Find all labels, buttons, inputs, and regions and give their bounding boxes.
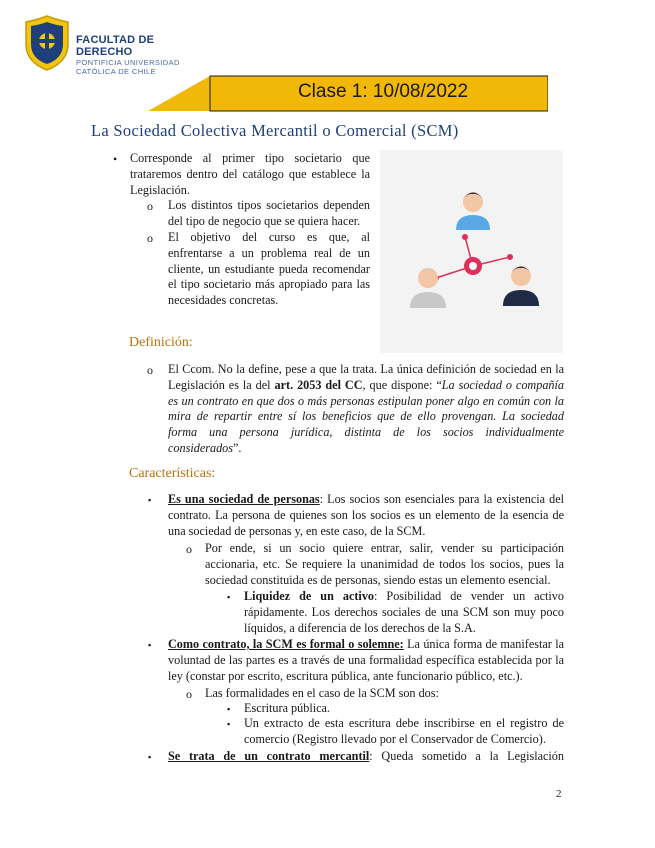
- c1-subsub-label: Liquidez de un activo: [244, 589, 375, 603]
- document-title: La Sociedad Colectiva Mercantil o Comercial (SCM): [91, 121, 459, 140]
- network-illustration: [380, 150, 563, 353]
- university-logo: [18, 12, 198, 74]
- c2-text: La única forma de manifestar la voluntad de las partes es a través de una formalidad específica establecida por la ley (constar por escrito, escritura pública, ante funcionario público, etc.).: [168, 637, 564, 683]
- c2-sub: Las formalidades en el caso de la SCM son dos:: [205, 686, 439, 700]
- caracteristica-2: [168, 637, 564, 684]
- bullet-o: o: [186, 542, 192, 556]
- bullet-o: o: [186, 687, 192, 701]
- class-label: Clase 1: 10/08/2022: [297, 81, 469, 102]
- bullet-square: ▪: [148, 495, 152, 505]
- c2-item1: Escritura pública.: [244, 701, 330, 715]
- bullet-square: ▪: [227, 704, 231, 714]
- org-line3: CATÓLICA DE CHILE: [76, 67, 157, 76]
- bullet-square: ▪: [148, 752, 152, 762]
- caracteristica-3: [168, 749, 564, 765]
- intro-sub2: El objetivo del curso es que, al enfrentarse a un problema real de un cliente, un estudiante pueda recomendar el tipo societario más apropiado para las necesidades concretas.: [168, 230, 370, 308]
- c1-subsub-text: : Posibilidad de vender un activo rápidamente. Los derechos sociales de una SCM son muy poco líquidos, a diferencia de los derechos de la S.A.: [244, 589, 564, 635]
- bullet-square: ▪: [227, 719, 231, 729]
- people-network-icon: [380, 150, 563, 353]
- bullet-dot: •: [113, 152, 118, 166]
- c3-text: : Queda sometido a la Legislación: [369, 749, 564, 763]
- c3-label: Se trata de un contrato mercantil: [168, 749, 370, 763]
- def-text-a: El Ccom. No la define, pese a que la trata. La única definición de sociedad en la Legislación es la del: [168, 362, 564, 392]
- bullet-o: o: [147, 363, 153, 377]
- university-seal-icon: [22, 14, 72, 72]
- c1-sub: Por ende, si un socio quiere entrar, salir, vender su participación accionaria, etc. Se requiere la unanimidad de todos los socios, pues la sociedad constituida es de personas, siendo estas un elemento esencial.: [205, 541, 564, 587]
- caracteristicas-heading: Características:: [129, 466, 216, 481]
- page-number: 2: [556, 788, 562, 800]
- intro-bullet: Corresponde al primer tipo societario que trataremos dentro del catálogo que establece la Legislación.: [130, 151, 370, 197]
- org-line2: PONTIFICIA UNIVERSIDAD: [76, 58, 180, 67]
- def-text-c: , que dispone: “: [362, 377, 442, 392]
- def-quote1: La sociedad o compañía es un contrato en que dos o más personas estipulan poner algo en común con la mira de repartir entre sí los beneficios que de ello provengan.: [168, 377, 564, 424]
- definicion-heading: Definición:: [129, 335, 193, 350]
- c1-label: Es una sociedad de personas: [168, 492, 320, 506]
- bullet-o: o: [147, 199, 153, 213]
- caracteristica-1: [168, 492, 564, 539]
- bullet-square: ▪: [148, 640, 152, 650]
- c1-subsub: [244, 589, 564, 636]
- bullet-square: ▪: [227, 592, 231, 602]
- def-article: art. 2053 del CC: [274, 377, 363, 392]
- c2-item2: Un extracto de esta escritura debe inscribirse en el registro de comercio (Registro llevado por el Conservador de Comercio).: [244, 716, 564, 746]
- def-quote2: La sociedad forma una persona jurídica, distinta de los socios individualmente considerados: [168, 409, 564, 455]
- definicion-paragraph: [168, 362, 564, 457]
- org-line1: FACULTAD DE DERECHO: [76, 34, 155, 58]
- class-banner: [148, 74, 548, 112]
- bullet-o: o: [147, 231, 153, 245]
- c1-text: : Los socios son esenciales para la existencia del contrato. La persona de quienes son los socios es un elemento de la esencia de una sociedad de personas y, en este caso, de la SCM.: [168, 492, 564, 538]
- c2-label: Como contrato, la SCM es formal o solemne:: [168, 637, 404, 651]
- intro-sub1: Los distintos tipos societarios dependen del tipo de negocio que se quiera hacer.: [168, 198, 370, 228]
- def-end: ”.: [233, 440, 242, 455]
